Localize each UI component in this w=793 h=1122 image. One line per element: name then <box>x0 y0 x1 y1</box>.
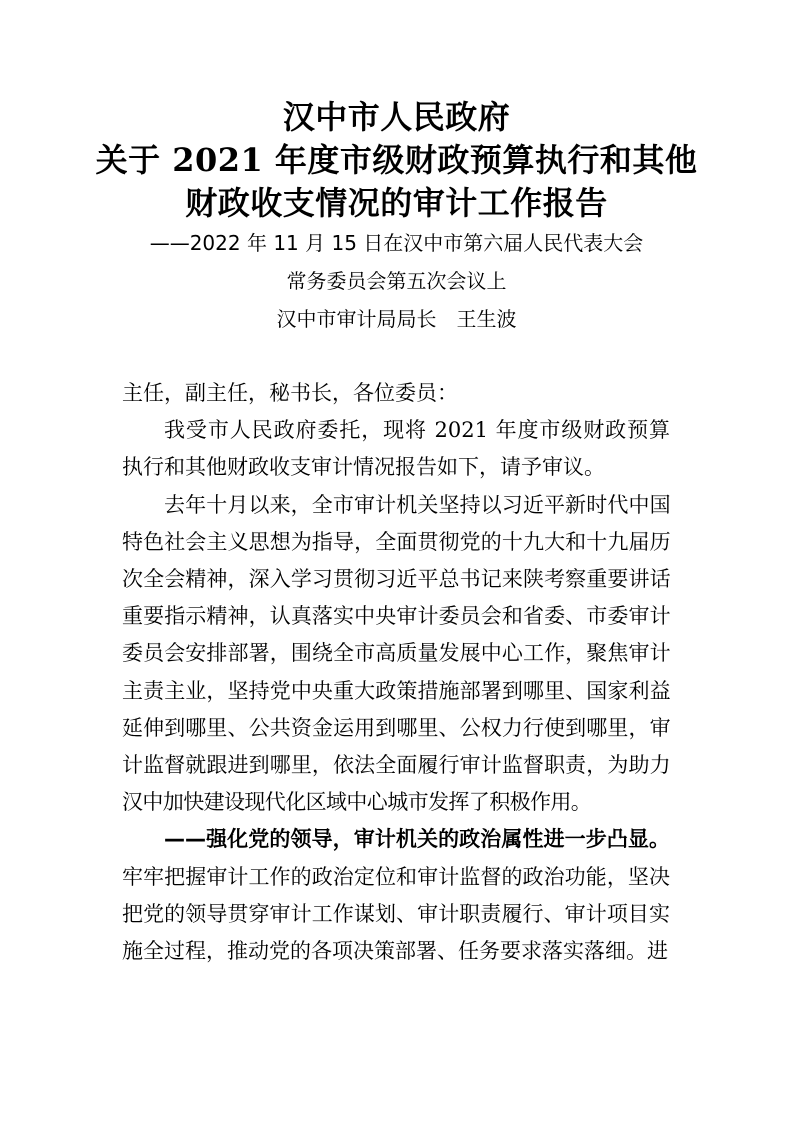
section-text: 牢牢把握审计工作的政治定位和审计监督的政治功能，坚决把党的领导贯穿审计工作谋划、审计职责履行、审计项目实施全过程，推动党的各项决策部署、任务要求落实落细。进 <box>122 864 670 964</box>
title-line-3: 财政收支情况的审计工作报告 <box>185 184 608 222</box>
paragraph-intro: 我受市人民政府委托，现将 2021 年度市级财政预算执行和其他财政收支审计情况报告如下，请予审议。 <box>122 418 670 480</box>
report-body <box>122 375 670 970</box>
paragraph-overview: 去年十月以来，全市审计机关坚持以习近平新时代中国特色社会主义思想为指导，全面贯彻党的十九大和十九届历次全会精神，深入学习贯彻习近平总书记来陕考察重要讲话重要指示精神，认真落实中央审计委员会和省委、市委审计委员会安排部署，围绕全市高质量发展中心工作，聚焦审计主责主业，坚持党中央重大政策措施部署到哪里、国家利益延伸到哪里、公共资金运用到哪里、公权力行使到哪里，审计监督就跟进到哪里，依法全面履行审计监督职责，为助力汉中加快建设现代化区域中心城市发挥了积极作用。 <box>122 492 670 815</box>
reporter-line: 汉中市审计局局长 王生波 <box>276 307 517 331</box>
section-heading: ——强化党的领导，审计机关的政治属性进一步凸显。 <box>164 827 670 852</box>
salutation: 主任，副主任，秘书长，各位委员： <box>122 381 458 405</box>
title-line-1: 汉中市人民政府 <box>282 98 511 136</box>
title-line-2: 关于 2021 年度市级财政预算执行和其他 <box>95 141 698 179</box>
subtitle-line-2: 常务委员会第五次会议上 <box>286 269 507 293</box>
subtitle-line-1: ——2022 年 11 月 15 日在汉中市第六届人民代表大会 <box>149 231 644 255</box>
paragraph-party-leadership <box>122 821 670 970</box>
